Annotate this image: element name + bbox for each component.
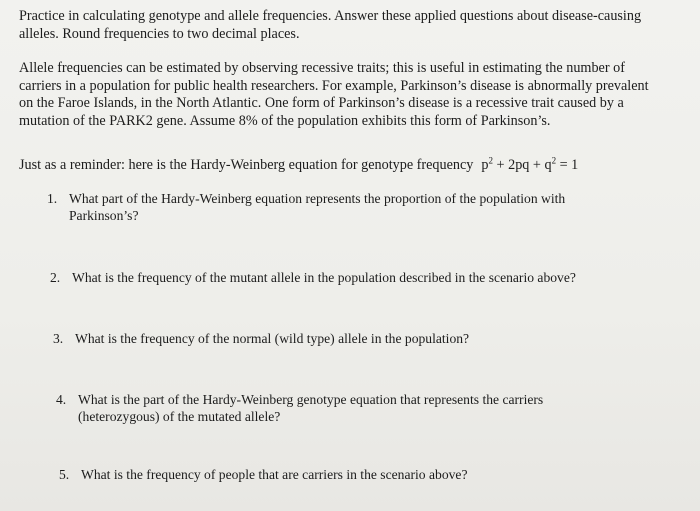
hardy-weinberg-equation: $p^2 + 2pq + q^2 = 1$ bbox=[481, 155, 579, 173]
question-text: What part of the Hardy-Weinberg equation represents the proportion of the population with Parkinson’s? bbox=[69, 191, 566, 223]
question-number: 5. bbox=[59, 467, 70, 482]
question-text: What is the part of the Hardy-Weinberg genotype equation that represents the carriers (heterozygous) of the mutated allele? bbox=[78, 392, 544, 424]
question-2 bbox=[50, 270, 650, 287]
question-5 bbox=[59, 467, 659, 484]
question-number: 3. bbox=[53, 331, 64, 346]
question-4 bbox=[56, 392, 576, 425]
question-1 bbox=[47, 191, 607, 224]
scenario-paragraph: Allele frequencies can be estimated by observing recessive traits; this is useful in estimating the number of carriers in a population for public health researchers. For example, Parkinson’s disease is abnormally prevalent on the Faroe Islands, in the North Atlantic. One form of Parkinson’s disease is a recessive trait caused by a mutation of the PARK2 gene. Assume 8% of the population exhibits this form of Parkinson’s. bbox=[19, 60, 649, 129]
question-number: 2. bbox=[50, 270, 61, 285]
reminder-text: Just as a reminder: here is the Hardy-Weinberg equation for genotype frequency bbox=[19, 157, 474, 173]
question-number: 1. bbox=[47, 191, 58, 206]
question-text: What is the frequency of the normal (wild type) allele in the population? bbox=[75, 331, 470, 346]
question-number: 4. bbox=[56, 392, 67, 407]
reminder-line bbox=[19, 157, 679, 175]
instructions-text: Practice in calculating genotype and allele frequencies. Answer these applied questions about disease-causing alleles. Round frequencies to two decimal places. bbox=[19, 8, 642, 42]
question-text: What is the frequency of the mutant allele in the population described in the scenario above? bbox=[72, 270, 576, 285]
question-text: What is the frequency of people that are carriers in the scenario above? bbox=[81, 467, 468, 482]
question-3 bbox=[53, 331, 653, 348]
